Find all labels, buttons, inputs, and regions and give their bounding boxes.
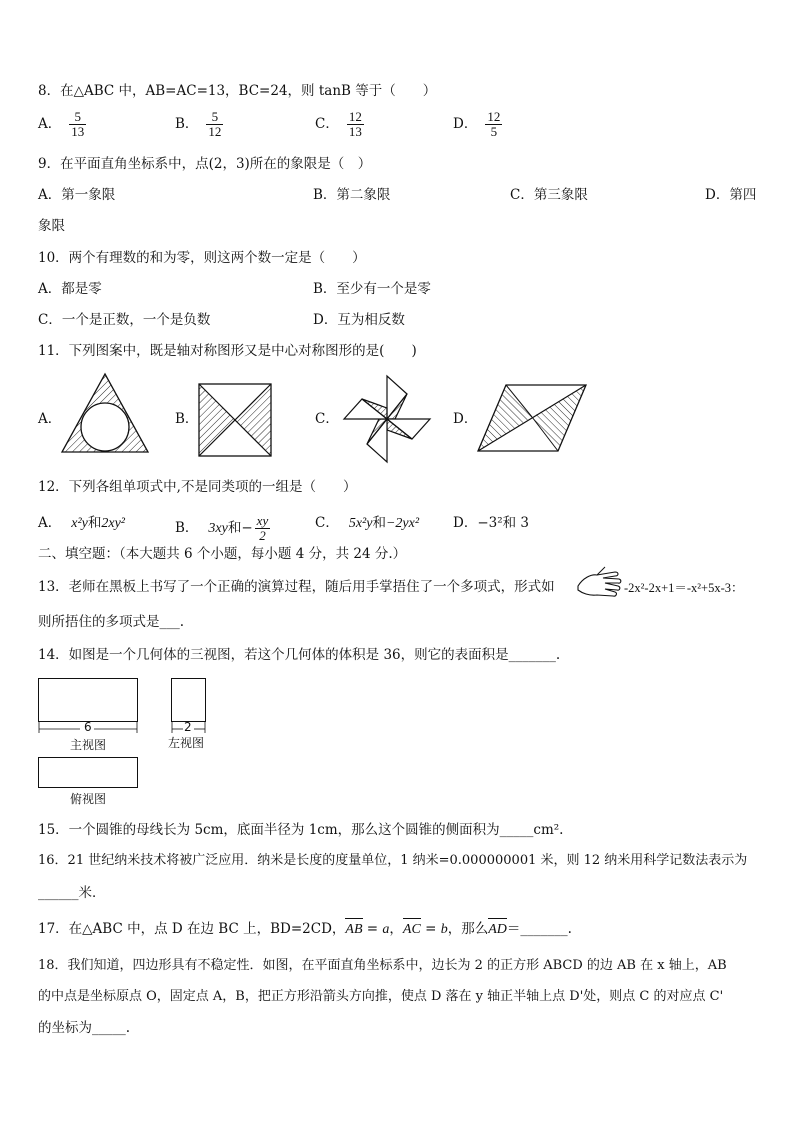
q8-option-d: D． $\frac{12}{5}$ bbox=[453, 109, 501, 139]
q18-line2: 的中点是坐标原点 O，固定点 A，B，把正方形沿箭头方向推，使点 D 落在 y 轴正半轴上点 D'处，则点 C 的对应点 C' bbox=[38, 989, 724, 1004]
q12-option-a: A． x²y和2xy² bbox=[38, 515, 125, 531]
q12-option-d: D．−3²和 3 bbox=[453, 515, 530, 531]
q12-option-b: B． 3xy和− $\frac{xy}{2}$ bbox=[175, 513, 269, 543]
q11-option-b-label: B． bbox=[175, 411, 199, 427]
q9-option-d-cont: 象限 bbox=[38, 218, 65, 234]
q11-option-d-label: D． bbox=[453, 411, 478, 427]
top-view-label: 俯视图 bbox=[70, 792, 107, 806]
q9-option-c: C．第三象限 bbox=[510, 187, 588, 203]
q12-option-c: C． 5x²y和−2yx² bbox=[315, 515, 420, 531]
vector-ac: AC bbox=[402, 922, 421, 937]
left-view-dim-label: 2 bbox=[184, 720, 192, 734]
q16-line2: ______米． bbox=[38, 885, 106, 901]
q11-option-a-label: A． bbox=[38, 411, 62, 427]
parallelogram-figure bbox=[476, 383, 588, 453]
q10-option-b: B．至少有一个是零 bbox=[313, 281, 431, 297]
top-view-rect bbox=[38, 757, 138, 788]
q10-option-c: C．一个是正数，一个是负数 bbox=[38, 312, 211, 328]
left-view-rect bbox=[171, 678, 206, 722]
q17-stem: 17．在△ABC 中，点 D 在边 BC 上，BD=2CD，AB = a，AC = b，那么AD＝_______. bbox=[38, 921, 572, 937]
q11-stem: 11．下列图案中，既是轴对称图形又是中心对称图形的是( ) bbox=[38, 343, 417, 359]
q10-option-a: A．都是零 bbox=[38, 281, 102, 297]
fraction: $\frac{12}{13}$ bbox=[348, 109, 362, 139]
q18-line3: 的坐标为_____. bbox=[38, 1020, 131, 1036]
q13-stem: 13．老师在黑板上书写了一个正确的演算过程，随后用手掌捂住了一个多项式，形式如 bbox=[38, 579, 555, 595]
section-heading: 二、填空题：（本大题共 6 个小题，每小题 4 分，共 24 分.） bbox=[38, 546, 407, 562]
pinwheel-figure bbox=[337, 372, 437, 466]
fraction: $\frac{5}{12}$ bbox=[208, 109, 222, 139]
q16-line1: 16．21 世纪纳米技术将被广泛应用．纳米是长度的度量单位，1 纳米=0.000000001 米，则 12 纳米用科学记数法表示为 bbox=[38, 853, 748, 868]
q13-formula: -2x²-2x+1＝-x²+5x-3： bbox=[624, 581, 744, 595]
q11-option-c-label: C． bbox=[315, 411, 339, 427]
fraction: $\frac{12}{5}$ bbox=[487, 109, 501, 139]
triangle-circle-figure bbox=[60, 372, 150, 456]
left-view-label: 左视图 bbox=[168, 736, 205, 750]
vector-ad: AD bbox=[488, 922, 507, 937]
q18-line1: 18．我们知道，四边形具有不稳定性．如图，在平面直角坐标系中，边长为 2 的正方形 ABCD 的边 AB 在 x 轴上，AB bbox=[38, 958, 727, 973]
q9-stem: 9．在平面直角坐标系中，点(2，3)所在的象限是（ ） bbox=[38, 156, 372, 172]
q10-option-d: D．互为相反数 bbox=[313, 312, 405, 328]
q9-option-a: A．第一象限 bbox=[38, 187, 116, 203]
q15-stem: 15．一个圆锥的母线长为 5cm，底面半径为 1cm，那么这个圆锥的侧面积为_____cm². bbox=[38, 822, 564, 838]
front-view-rect bbox=[38, 678, 138, 722]
hand-icon bbox=[575, 566, 623, 600]
front-view-dim-label: 6 bbox=[84, 720, 92, 734]
q8-option-c: C． $\frac{12}{13}$ bbox=[315, 109, 362, 139]
q13-line2: 则所捂住的多项式是___. bbox=[38, 614, 185, 630]
q8-option-a: A． $\frac{5}{13}$ bbox=[38, 109, 85, 139]
q9-option-b: B．第二象限 bbox=[313, 187, 391, 203]
q8-stem: 8．在△ABC 中，AB=AC=13，BC=24，则 tanB 等于（ ） bbox=[38, 83, 437, 99]
q8-option-b: B． $\frac{5}{12}$ bbox=[175, 109, 222, 139]
q9-option-d: D．第四 bbox=[705, 187, 757, 203]
q10-stem: 10．两个有理数的和为零，则这两个数一定是（ ） bbox=[38, 250, 366, 266]
fraction: $\frac{5}{13}$ bbox=[71, 109, 85, 139]
q14-stem: 14．如图是一个几何体的三视图，若这个几何体的体积是 36，则它的表面积是_______. bbox=[38, 647, 561, 663]
square-diagonals-figure bbox=[198, 383, 272, 457]
front-view-label: 主视图 bbox=[70, 738, 107, 752]
q12-stem: 12．下列各组单项式中,不是同类项的一组是（ ） bbox=[38, 479, 357, 495]
vector-ab: AB bbox=[345, 922, 363, 937]
